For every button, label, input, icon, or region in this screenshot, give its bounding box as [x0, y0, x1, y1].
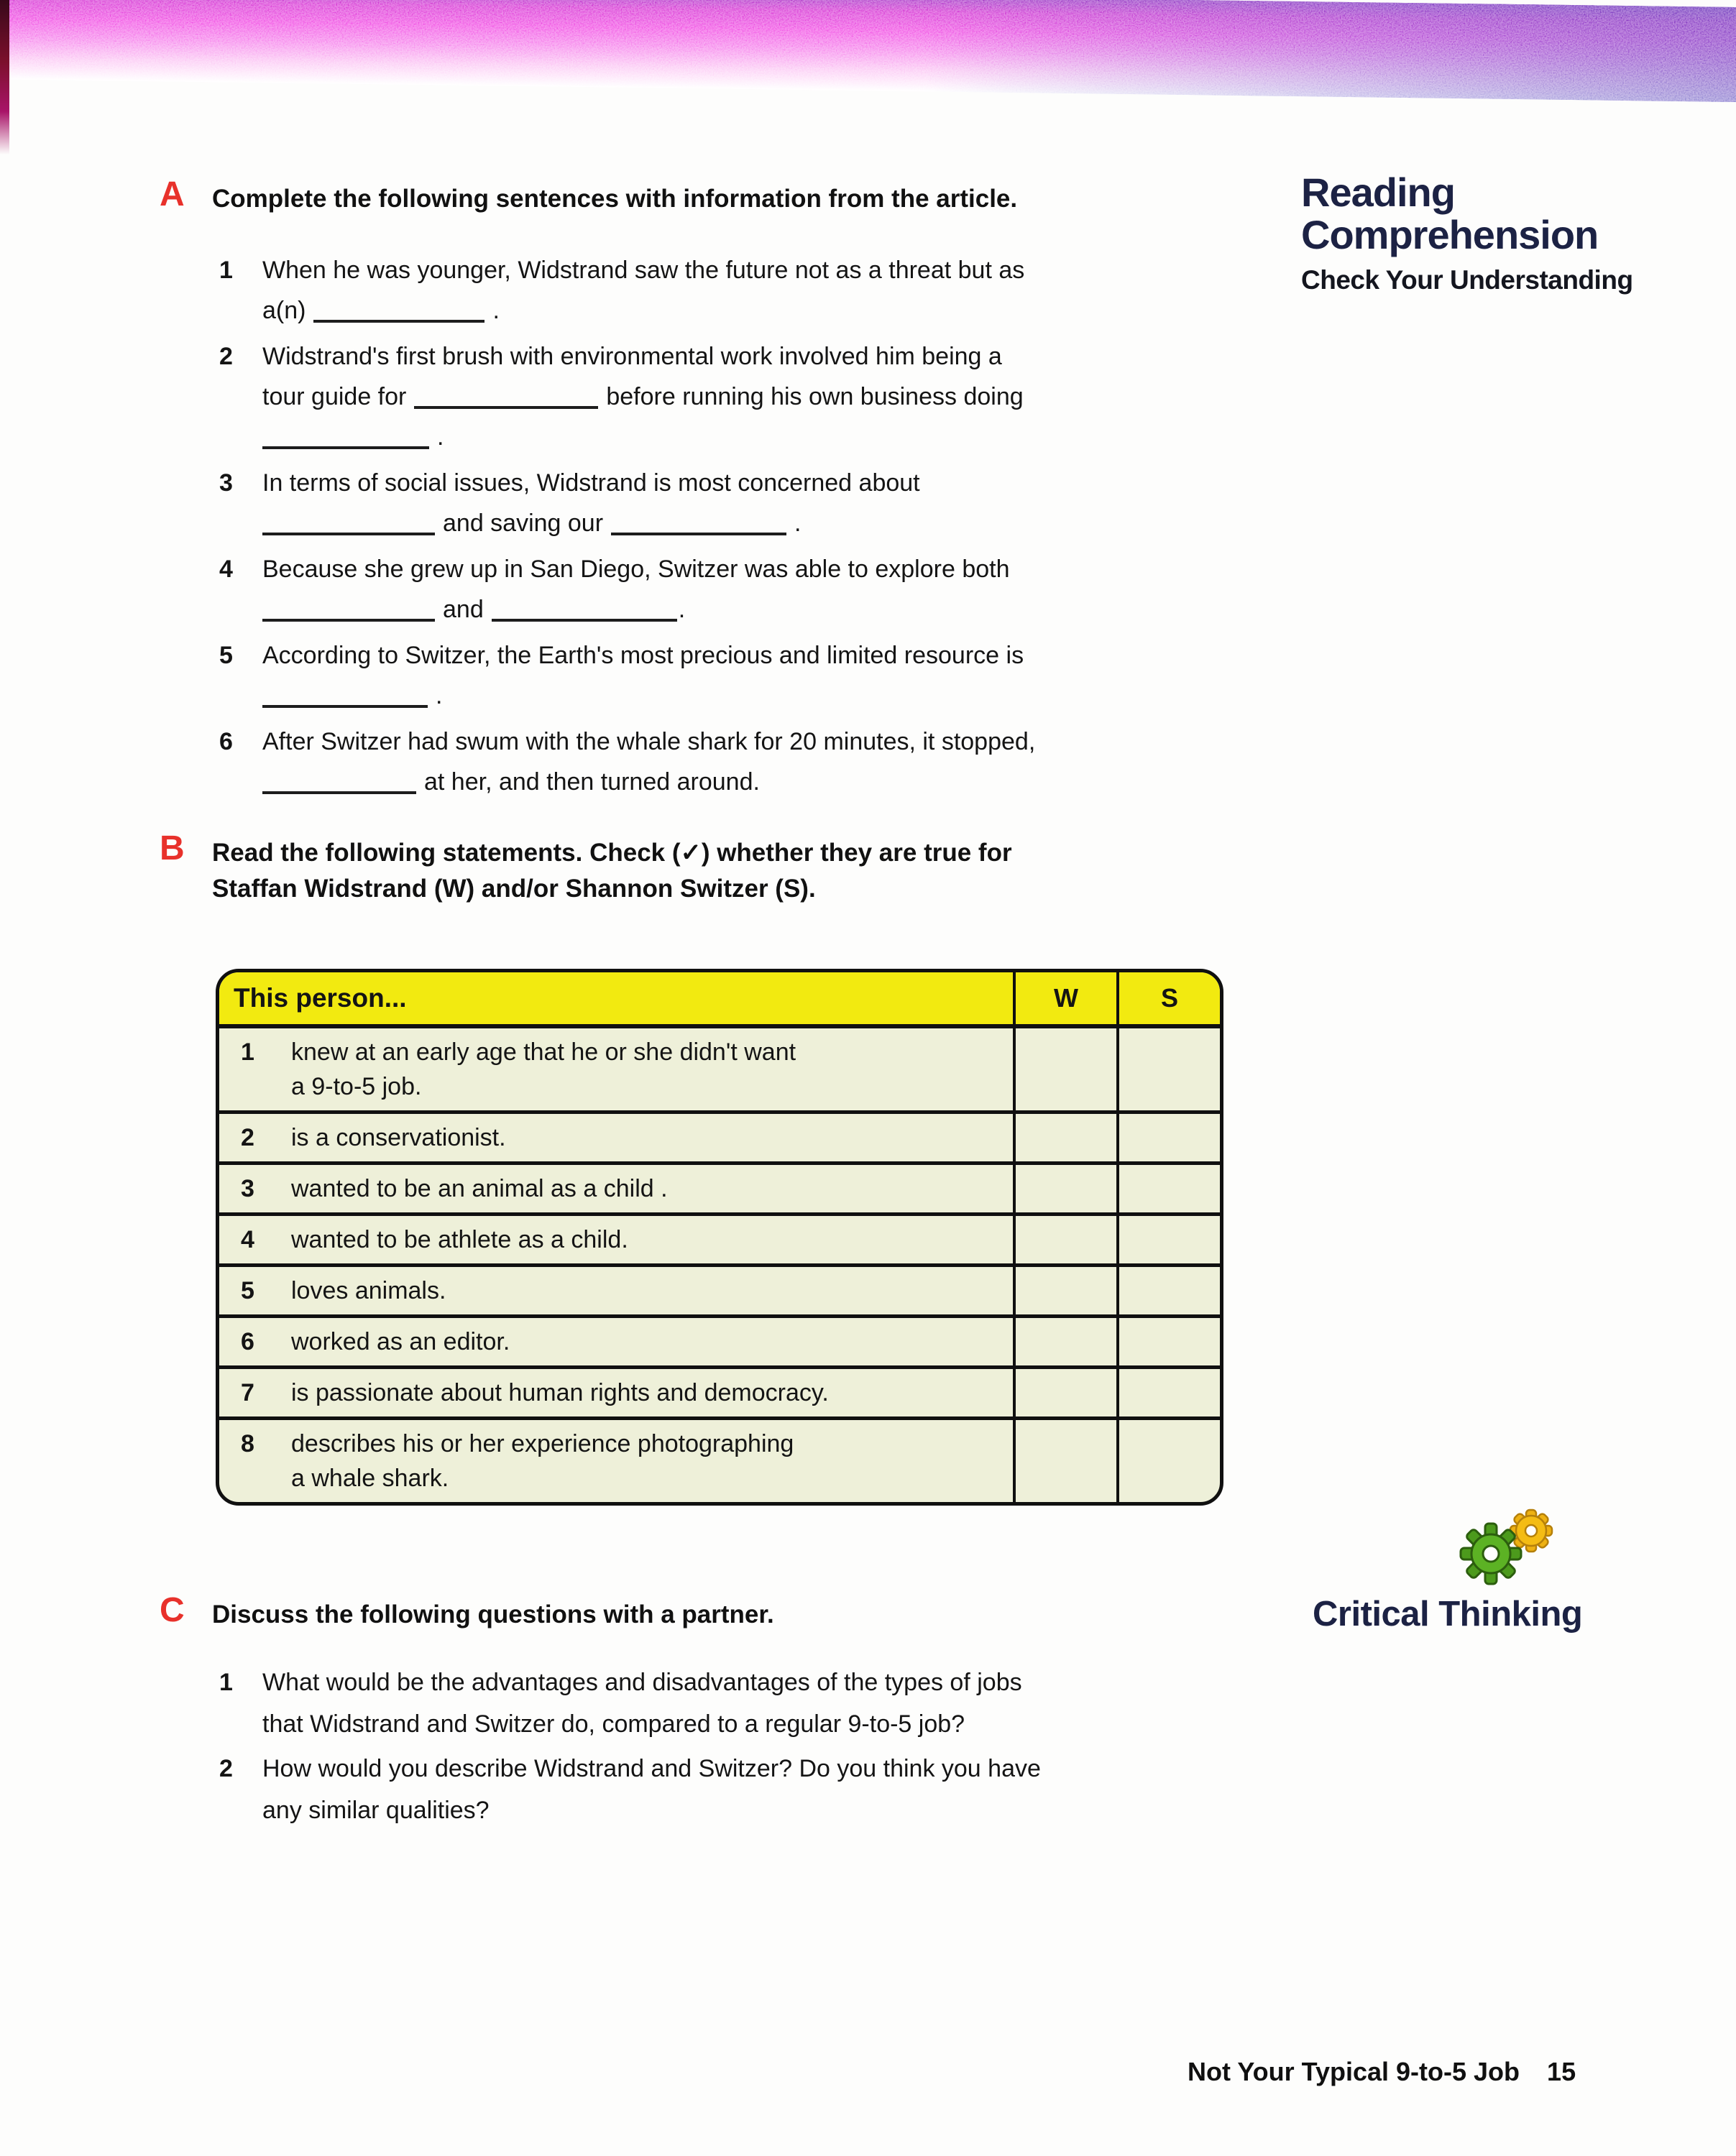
table-row — [219, 1216, 1220, 1267]
item-line: . — [262, 417, 1295, 457]
item-line: Widstrand's first brush with environmental work involved him being a — [262, 343, 1002, 370]
blank-line[interactable] — [414, 384, 598, 409]
w-checkbox-cell[interactable] — [1013, 1420, 1116, 1502]
blank-line[interactable] — [492, 597, 677, 622]
list-item — [212, 1748, 1295, 1831]
table-row — [219, 1267, 1220, 1318]
section-a-heading: Complete the following sentences with information from the article. — [212, 185, 1018, 213]
list-item — [212, 1662, 1295, 1745]
statements-table — [216, 969, 1223, 1506]
spine-shadow — [0, 0, 9, 155]
list-item — [212, 635, 1295, 716]
page-footer — [1188, 2057, 1576, 2087]
w-checkbox-cell[interactable] — [1013, 1369, 1116, 1416]
section-c-items — [212, 1662, 1295, 1831]
s-checkbox-cell[interactable] — [1116, 1318, 1220, 1365]
row-statement: describes his or her experience photographing a whale shark. — [291, 1430, 794, 1492]
s-checkbox-cell[interactable] — [1116, 1267, 1220, 1314]
item-line: According to Switzer, the Earth's most precious and limited resource is — [262, 642, 1024, 669]
table-row — [219, 1369, 1220, 1420]
blank-line[interactable] — [313, 298, 484, 323]
item-line: How would you describe Widstrand and Switzer? Do you think you have — [262, 1755, 1041, 1782]
chapter-title: Not Your Typical 9-to-5 Job — [1188, 2057, 1520, 2086]
section-b-letter: B — [160, 829, 185, 867]
item-number: 5 — [219, 642, 233, 669]
critical-thinking-title: Critical Thinking — [1313, 1595, 1583, 1634]
table-row — [219, 1165, 1220, 1216]
table-header-s: S — [1116, 972, 1220, 1024]
table-header-row — [219, 972, 1220, 1028]
table-row — [219, 1420, 1220, 1502]
s-checkbox-cell[interactable] — [1116, 1420, 1220, 1502]
item-line: tour guide for before running his own business doing — [262, 383, 1024, 410]
w-checkbox-cell[interactable] — [1013, 1267, 1116, 1314]
section-c-heading: Discuss the following questions with a partner. — [212, 1600, 774, 1628]
item-line: After Switzer had swum with the whale shark for 20 minutes, it stopped, — [262, 728, 1036, 755]
list-item — [212, 722, 1295, 802]
item-line: any similar qualities? — [262, 1797, 490, 1824]
list-item — [212, 250, 1295, 331]
list-item — [212, 336, 1295, 457]
section-b-heading: Read the following statements. Check (✓) whether they are true for Staffan Widstrand (W) and/or Shannon Switzer (S). — [212, 839, 1012, 903]
section-a-items — [212, 250, 1295, 802]
row-statement: loves animals. — [291, 1277, 446, 1304]
item-number: 4 — [219, 556, 233, 583]
w-checkbox-cell[interactable] — [1013, 1114, 1116, 1161]
row-statement: knew at an early age that he or she didn't want a 9-to-5 job. — [291, 1038, 796, 1100]
item-line: . — [262, 676, 1295, 716]
item-line: What would be the advantages and disadvantages of the types of jobs — [262, 1669, 1022, 1696]
item-number: 1 — [219, 257, 233, 284]
row-statement: wanted to be athlete as a child. — [291, 1226, 628, 1253]
row-number: 6 — [241, 1328, 254, 1355]
item-number: 2 — [219, 343, 233, 370]
row-number: 2 — [241, 1124, 254, 1151]
w-checkbox-cell[interactable] — [1013, 1216, 1116, 1263]
section-a — [160, 175, 1295, 808]
item-line: at her, and then turned around. — [262, 762, 1295, 802]
item-number: 3 — [219, 469, 233, 497]
item-number: 6 — [219, 728, 233, 755]
w-checkbox-cell[interactable] — [1013, 1028, 1116, 1110]
s-checkbox-cell[interactable] — [1116, 1028, 1220, 1110]
row-number: 5 — [241, 1277, 254, 1304]
table-header-w: W — [1013, 972, 1116, 1024]
blank-line[interactable] — [262, 597, 435, 622]
row-statement: is passionate about human rights and democracy. — [291, 1379, 829, 1406]
table-row — [219, 1318, 1220, 1369]
item-line: and . — [262, 589, 1295, 630]
section-a-letter: A — [160, 175, 185, 213]
s-checkbox-cell[interactable] — [1116, 1114, 1220, 1161]
item-line: a(n) . — [262, 297, 500, 324]
item-line: and saving our . — [262, 503, 1295, 543]
band-noise-texture — [0, 0, 1736, 103]
row-number: 4 — [241, 1226, 254, 1253]
section-c — [160, 1591, 1295, 1837]
row-number: 1 — [241, 1038, 254, 1066]
w-checkbox-cell[interactable] — [1013, 1318, 1116, 1365]
blank-line[interactable] — [262, 511, 435, 535]
table-row — [219, 1114, 1220, 1165]
item-number: 2 — [219, 1755, 233, 1782]
critical-thinking-block — [1301, 1503, 1718, 1634]
blank-line[interactable] — [611, 511, 786, 535]
item-number: 1 — [219, 1669, 233, 1696]
s-checkbox-cell[interactable] — [1116, 1216, 1220, 1263]
reading-comprehension-title: Reading Comprehension — [1301, 170, 1599, 257]
table-row — [219, 1028, 1220, 1114]
row-number: 3 — [241, 1175, 254, 1202]
gears-icon — [1453, 1503, 1569, 1588]
blank-line[interactable] — [262, 425, 429, 449]
item-line: When he was younger, Widstrand saw the future not as a threat but as — [262, 257, 1025, 284]
row-number: 7 — [241, 1379, 254, 1406]
item-line: In terms of social issues, Widstrand is most concerned about — [262, 469, 920, 497]
list-item — [212, 463, 1295, 543]
row-statement: worked as an editor. — [291, 1328, 510, 1355]
check-your-understanding-subtitle: Check Your Understanding — [1301, 265, 1633, 295]
s-checkbox-cell[interactable] — [1116, 1369, 1220, 1416]
section-b — [160, 829, 1295, 907]
w-checkbox-cell[interactable] — [1013, 1165, 1116, 1212]
item-line: that Widstrand and Switzer do, compared to a regular 9-to-5 job? — [262, 1710, 965, 1738]
item-line: Because she grew up in San Diego, Switzer was able to explore both — [262, 556, 1010, 583]
table-header-statement: This person... — [234, 983, 407, 1013]
blank-line[interactable] — [262, 683, 428, 708]
section-c-letter: C — [160, 1591, 185, 1629]
list-item — [212, 549, 1295, 630]
row-statement: is a conservationist. — [291, 1124, 506, 1151]
reading-comprehension-block — [1301, 171, 1718, 295]
row-statement: wanted to be an animal as a child . — [291, 1175, 668, 1202]
blank-line[interactable] — [262, 770, 416, 794]
top-decorative-band — [0, 0, 1736, 103]
row-number: 8 — [241, 1430, 254, 1457]
s-checkbox-cell[interactable] — [1116, 1165, 1220, 1212]
page-number: 15 — [1547, 2057, 1576, 2086]
